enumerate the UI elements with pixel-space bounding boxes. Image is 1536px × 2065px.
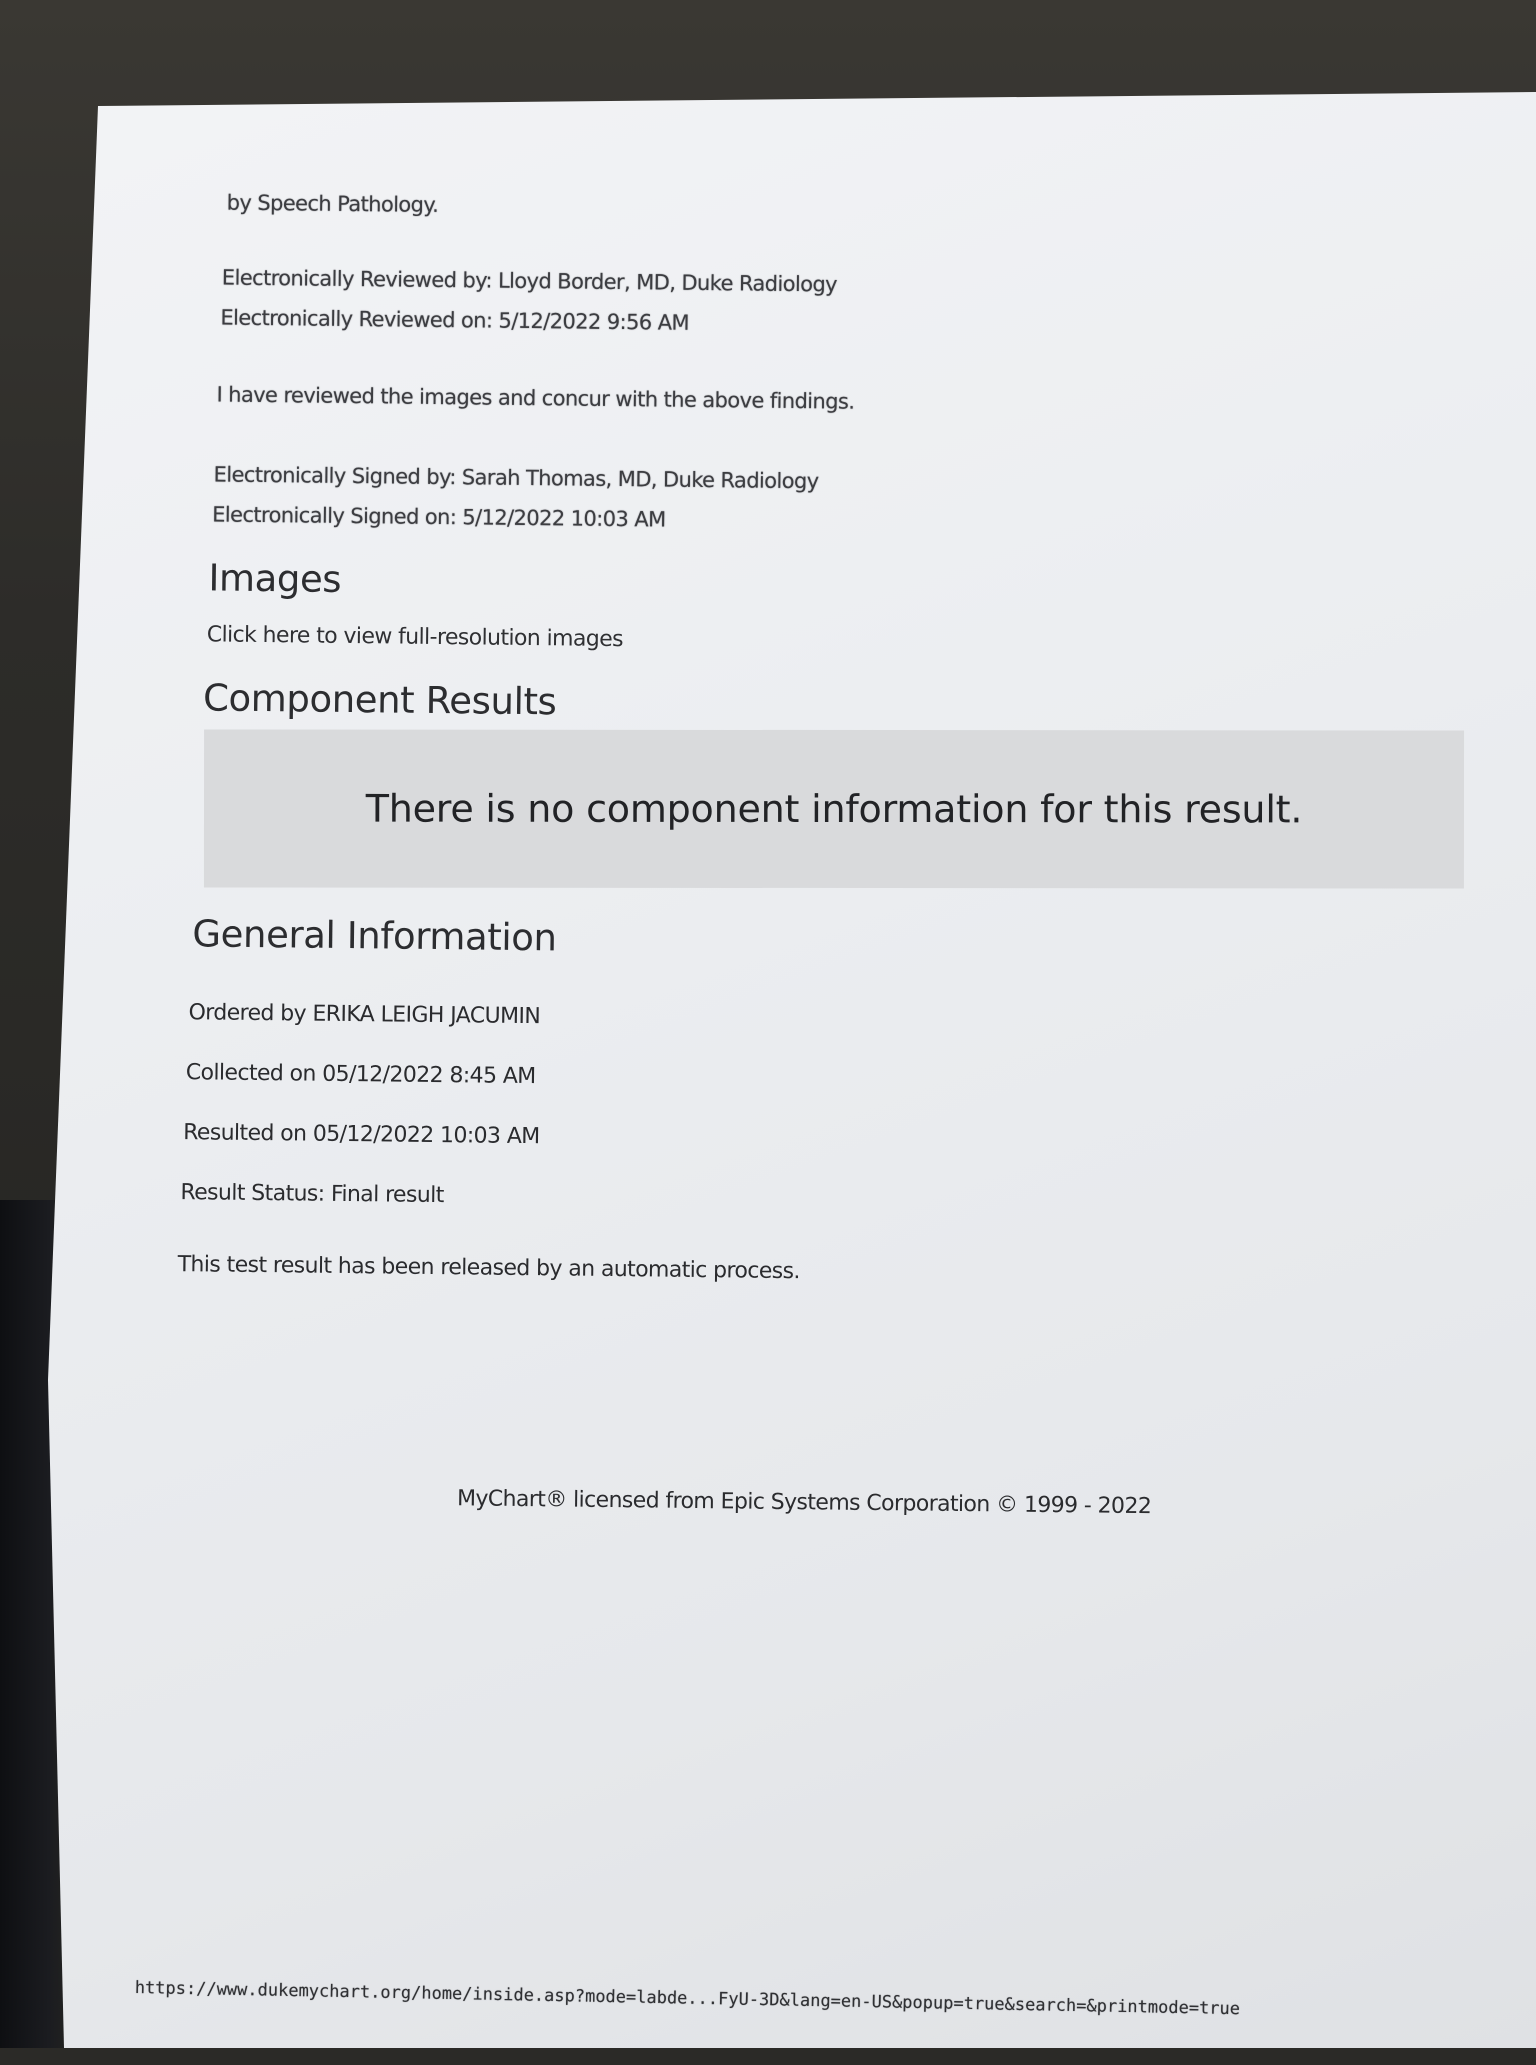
print-url: https://www.dukemychart.org/home/inside.asp?mode=labde...FyU-3D&lang=en-US&popup=true&search=&printmode=true <box>134 1978 1241 2020</box>
view-images-link[interactable]: Click here to view full-resolution images <box>206 622 624 653</box>
signed-on: Electronically Signed on: 5/12/2022 10:03 AM <box>212 502 666 532</box>
component-results-heading: Component Results <box>202 676 557 724</box>
ordered-by: Ordered by ERIKA LEIGH JACUMIN <box>188 1000 541 1030</box>
reviewed-by: Electronically Reviewed by: Lloyd Border, MD, Duke Radiology <box>221 265 838 297</box>
no-components-banner <box>204 729 1464 888</box>
no-components-message: There is no component information for this result. <box>365 786 1303 832</box>
resulted-on: Resulted on 05/12/2022 10:03 AM <box>183 1120 540 1150</box>
result-status: Result Status: Final result <box>180 1180 444 1209</box>
signed-by: Electronically Signed by: Sarah Thomas, MD, Duke Radiology <box>213 462 819 494</box>
release-note: This test result has been released by an automatic process. <box>177 1252 801 1285</box>
reviewed-on: Electronically Reviewed on: 5/12/2022 9:56 AM <box>220 305 690 335</box>
concur-statement: I have reviewed the images and concur with the above findings. <box>216 382 855 414</box>
images-heading: Images <box>208 556 342 601</box>
general-information-heading: General Information <box>192 912 557 960</box>
collected-on: Collected on 05/12/2022 8:45 AM <box>185 1060 536 1090</box>
license-footer: MyChart® licensed from Epic Systems Corporation © 1999 - 2022 <box>456 1486 1152 1520</box>
intro-fragment: by Speech Pathology. <box>226 190 439 217</box>
